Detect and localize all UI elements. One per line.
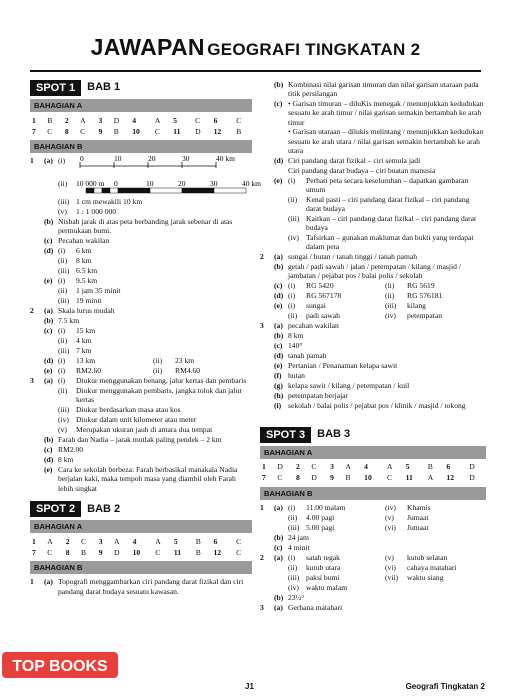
spot3-header — [260, 427, 486, 443]
scale-label: 0 — [114, 179, 118, 188]
mcq-number: 5 — [405, 462, 410, 472]
mcq-answer: C — [236, 115, 242, 125]
mcq-number: 12 — [446, 473, 454, 483]
mcq-answer: B — [195, 548, 201, 558]
spot2-header — [30, 501, 252, 517]
answer-line: (iii) 1 cm mewakili 10 km — [58, 197, 143, 206]
answer-line: (ii) 10 000 m 0 10 20 30 40 km — [30, 179, 252, 193]
mcq-answer: B — [345, 473, 351, 483]
page-number: J1 — [245, 682, 254, 691]
mcq-number: 5 — [173, 537, 178, 547]
left-column: SPOT 1 BAB 1 BAHAGIAN A 1 B 2 A 3 D 4 A 5 C 6 C 7 C 8 C 9 B 10 C 11 D 12 B BAHAGIAN B 1 (a) (i) 0 10 20 30 40 km (ii) 10 000 m 0 10 20 30 40 km (iii) 1 cm mewakili 10 km (v) 1 : 1 000 000 (b) Nisbah jarak di atas peta berbanding jarak sebenar di atas permukaan bumi. (c) Pecahan wakilan (d) (i) 6 km (ii) 8 km (iii) 6.5 km (e) (i) 9.5 km (ii) 1 jam 35 minit (iii) 19 minit 2 (a) Skala lurus mudah (b) 7.5 km (c) (i) 15 km (ii) 4 km (iii) 7 km (d) (i) 13 km (ii) 23 km (e) (i) RM2.60 (ii) RM4.60 3 (a) (i) Diukur menggunakan benang, jalur kertas dan pembaris (ii) Diukur menggunakan pembaris, jangka tolok dan jalur kertas (iii) Diukur berdasarkan masa atau kos (iv) Diukur dalam unit kilometer atau meter (v) Merupakan ukuran jauh di antara dua tempat (b) Farah dan Nadia – jarak mutlak paling pendek – 2 km (c) RM2.00 (d) 8 km (e) Cara ke sekolah berbeza: Farah berbasikal manakala Nadia berjalan kaki, maka tempoh masa yang diambil oleh Farah lebih singkat SPOT 2 BAB 2 BAHAGIAN A 1 A 2 C 3 A 4 A 5 B 6 C 7 C 8 B 9 D 10 C 11 B 12 C BAHAGIAN B 1 (a) Topografi menggambarkan ciri pandang darat fizikal dan ciri pandang darat budaya sesuatu kawasan. — [30, 81, 261, 596]
right-column: (b) Kombinasi nilai garisan timuran dan nilai garisan utaraan pada titik persilangan (c) • Garisan timuran – diluKis menegak / menunjukkan kedudukan sesuatu ke arah timur / nilai garisan semakin bertambah ke arah timur • Garisan utaraan – dilukis melintang / menunjukkan kedudukan sesuatu ke arah utara / nilai garisan semakin bertambah ke arah utara (d) Ciri pandang darat fizikal – ciri semula jadi Ciri pandang darat budaya – ciri buatan manusia (e) (i) Perhati peta secara keseluruhan – dapatkan gambaran umum (ii) Kenal pasti – ciri pandang darat fizikal – ciri pandang darat budaya (iii) Kaitkan – ciri pandang darat fizikal – ciri pandang darat budaya (iv) Tafsirkan – gunakan maklumat dan bukti yang terdapat dalam peta 2 (a) sungai / hutan / tanah tinggi / tanah pamah (b) getah / padi sawah / jalan / petempatan / kilang / masjid / jambatan / pejabat pos / balai polis / sekolah (c) (i) RG 5420 (ii) RG 5619 (d) (i) RG 567178 (ii) RG 576181 (e) (i) sungai (iii) kilang (ii) padi sawah (iv) petempatan 3 (a) pecahan wakilan (b) 8 km (c) 140° (d) tanah pamah (e) Pertanian / Penanaman kelapa sawit (f) hutan (g) kelapa sawit / kilang / petempatan / kuil (h) petempatan berjajar (i) sekolah / balai polis / pejabat pos / klinik / masjid / tokong SPOT 3 BAB 3 BAHAGIAN A 1 D 2 C 3 A 4 A 5 B 6 D 7 C 8 D 9 B 10 C 11 A 12 D BAHAGIAN B 1 (a) (i) 11.00 malam (iv) Khamis (ii) 4.00 pagi (v) Jumaat (iii) 5.00 pagi (vi) Jumaat (b) 24 jam (c) 4 minit 2 (a) (i) satah tegak (v) kutub selatan (ii) kutub utara (vi) cahaya matahari (iii) paksi bumi (vii) waktu siang (iv) waktu malam (b) 23½° 3 (a) Gerhana matahari — [260, 80, 486, 613]
spot3-bahagian-b: BAHAGIAN B — [260, 487, 486, 500]
scale-segment — [94, 188, 102, 193]
mcq-number: 9 — [98, 548, 103, 558]
mcq-number: 6 — [213, 537, 218, 547]
mcq-answer: D — [277, 462, 283, 472]
mcq-answer: A — [345, 462, 351, 472]
mcq-answer: D — [195, 126, 201, 136]
spot3-label: SPOT 3 — [260, 427, 311, 443]
mcq-number: 4 — [364, 462, 368, 472]
scale-bar-2 — [76, 179, 261, 195]
mcq-number: 10 — [132, 126, 140, 136]
mcq-row — [260, 473, 486, 484]
mcq-answer: C — [81, 537, 87, 547]
mcq-answer: A — [427, 473, 434, 483]
answer-line: (c) Pecahan wakilan — [44, 235, 110, 245]
title-main: JAWAPAN — [90, 34, 205, 60]
spot1-mcq-table — [30, 115, 252, 137]
scale-label: 30 — [182, 154, 190, 163]
mcq-number: 2 — [296, 462, 300, 472]
mcq-number: 2 — [65, 537, 70, 547]
mcq-number: 11 — [173, 126, 181, 136]
scale-label: 10 000 m — [76, 179, 105, 188]
mcq-number: 10 — [132, 548, 141, 558]
mcq-answer: C — [386, 473, 393, 483]
scale-segment — [102, 188, 110, 193]
mcq-answer: D — [469, 462, 475, 472]
mcq-answer: C — [155, 548, 161, 558]
mcq-number: 1 — [32, 115, 36, 125]
mcq-number: 9 — [330, 473, 334, 483]
scale-label: 20 — [148, 154, 156, 163]
scale-segment — [86, 188, 94, 193]
spot2-mcq-table — [30, 536, 252, 558]
answer-line: (v) 1 : 1 000 000 — [58, 207, 117, 216]
footer-book-title: Geografi Tingkatan 2 — [405, 682, 485, 691]
answer-line: 1 (a) (i) 0 10 20 30 40 km — [30, 156, 252, 166]
mcq-number: 1 — [262, 462, 266, 472]
mcq-row — [30, 547, 252, 558]
spot3-bahagian-a: BAHAGIAN A — [260, 446, 486, 459]
mcq-number: 8 — [64, 126, 69, 136]
scale-segment — [110, 188, 118, 193]
mcq-answer: B — [195, 537, 201, 547]
mcq-answer: C — [277, 473, 283, 483]
mcq-answer: B — [113, 126, 119, 136]
mcq-row — [30, 536, 252, 547]
mcq-answer: B — [236, 126, 242, 136]
svg-text:TOP BOOKS: TOP BOOKS — [12, 658, 108, 675]
mcq-number: 6 — [213, 115, 218, 125]
scale-label: 10 — [114, 154, 122, 163]
mcq-number: 10 — [364, 473, 372, 483]
mcq-answer: A — [80, 115, 86, 125]
spot2-bahagian-a: BAHAGIAN A — [30, 520, 252, 533]
scale-label: 40 km — [216, 154, 235, 163]
mcq-number: 12 — [213, 126, 222, 136]
spot1-header — [30, 80, 252, 96]
mcq-number: 7 — [262, 473, 266, 483]
mcq-answer: A — [386, 462, 393, 472]
scale-segment — [182, 188, 214, 193]
mcq-row — [260, 462, 486, 473]
top-books-logo — [0, 638, 120, 692]
mcq-number: 3 — [330, 462, 334, 472]
scale-label: 20 — [178, 179, 186, 188]
mcq-row — [30, 115, 252, 126]
mcq-number: 8 — [65, 548, 70, 558]
mcq-answer: C — [195, 115, 201, 125]
mcq-answer: C — [311, 462, 317, 472]
mcq-number: 11 — [405, 473, 413, 483]
mcq-number: 11 — [173, 548, 181, 558]
spot1-bab: BAB 1 — [87, 81, 121, 94]
mcq-number: 1 — [32, 537, 36, 547]
scale-label: 0 — [80, 154, 84, 163]
scale-segment — [214, 188, 246, 193]
answer-line: (b) Nisbah jarak di atas peta berbanding jarak sebenar di atas permukaan bumi. — [44, 217, 233, 236]
spot1-bahagian-b: BAHAGIAN B — [30, 140, 252, 153]
spot2-bab: BAB 2 — [87, 502, 121, 515]
scale-bar-1 — [76, 154, 246, 174]
mcq-answer: C — [80, 126, 86, 136]
scale-segment — [118, 188, 150, 193]
spot2-bahagian-b: BAHAGIAN B — [30, 561, 252, 574]
mcq-number: 4 — [132, 115, 137, 125]
mcq-answer: D — [469, 473, 475, 483]
mcq-answer: A — [114, 537, 120, 547]
mcq-answer: D — [114, 548, 120, 558]
spot1-bahagian-a: BAHAGIAN A — [30, 99, 252, 112]
mcq-answer: A — [47, 537, 53, 547]
mcq-number: 7 — [32, 126, 36, 136]
mcq-answer: B — [47, 115, 53, 125]
spot3-mcq-table — [260, 462, 486, 484]
mcq-number: 9 — [98, 126, 103, 136]
mcq-number: 5 — [173, 115, 178, 125]
scale-segment — [150, 188, 182, 193]
mcq-number: 6 — [446, 462, 451, 472]
scale-label: 40 km — [242, 179, 261, 188]
mcq-answer: D — [311, 473, 317, 483]
spot3-bab: BAB 3 — [317, 427, 351, 440]
mcq-answer: B — [81, 548, 87, 558]
mcq-number: 3 — [98, 115, 103, 125]
title-sub: GEOGRAFI TINGKATAN 2 — [207, 40, 421, 59]
mcq-number: 4 — [132, 537, 137, 547]
mcq-answer: C — [236, 548, 242, 558]
mcq-answer: C — [47, 548, 53, 558]
mcq-answer: C — [47, 126, 53, 136]
mcq-number: 8 — [296, 473, 300, 483]
page-title — [0, 33, 511, 62]
answer-line: 1 (a) Topografi menggambarkan ciri pandang darat fizikal dan ciri pandang darat budaya sesuatu kawasan. — [30, 577, 244, 596]
mcq-answer: A — [155, 537, 161, 547]
mcq-number: 3 — [98, 537, 103, 547]
mcq-answer: B — [427, 462, 433, 472]
scale-label: 30 — [210, 179, 218, 188]
mcq-row — [30, 126, 252, 137]
title-rule — [30, 70, 481, 72]
mcq-answer: C — [236, 537, 242, 547]
mcq-number: 2 — [64, 115, 69, 125]
mcq-number: 7 — [32, 548, 36, 558]
mcq-answer: A — [154, 115, 161, 125]
mcq-answer: C — [154, 126, 160, 136]
scale-label: 10 — [146, 179, 154, 188]
mcq-number: 12 — [213, 548, 222, 558]
spot1-label: SPOT 1 — [30, 80, 81, 96]
spot2-label: SPOT 2 — [30, 501, 81, 517]
mcq-answer: D — [113, 115, 120, 125]
